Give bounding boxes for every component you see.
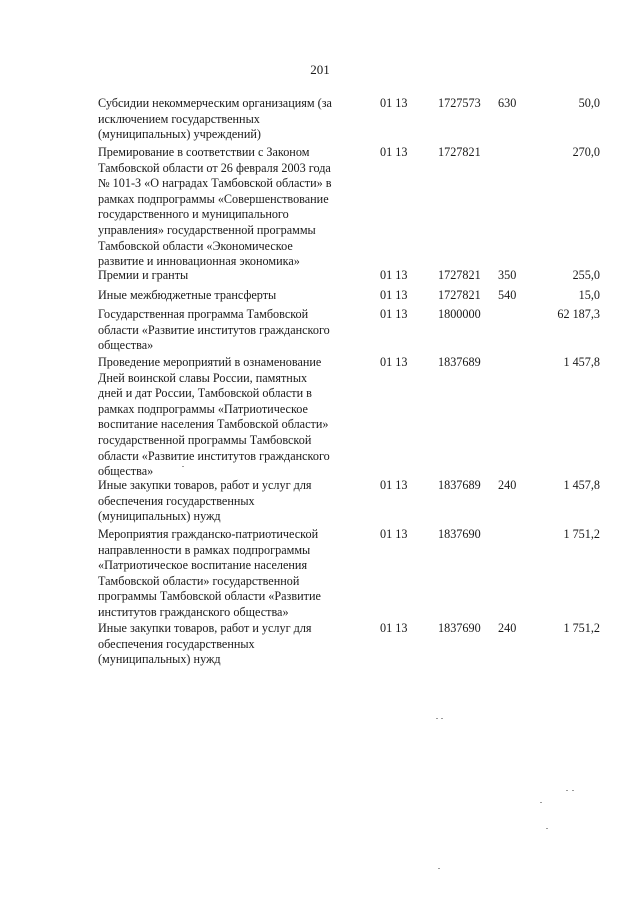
row-target-code: 1727821 (438, 268, 481, 282)
row-section-code: 01 13 (380, 355, 408, 369)
row-amount: 1 751,2 (563, 621, 600, 635)
row-amount: 62 187,3 (557, 307, 600, 321)
scan-speck (441, 718, 443, 719)
row-description: Иные межбюджетные трансферты (98, 288, 277, 302)
row-description: Субсидии некоммерческим организациям (за исключением государственных (муниципальных) учреждений) (98, 96, 332, 142)
row-expense-type: 240 (498, 478, 517, 492)
row-target-code: 1837690 (438, 527, 481, 541)
row-section-code: 01 13 (380, 621, 408, 635)
row-description: Иные закупки товаров, работ и услуг для обеспечения государственных (муниципальных) нужд (98, 621, 312, 667)
row-description: Проведение мероприятий в ознаменование Дней воинской славы России, памятных дней и дат России, Тамбовской области в рамках подпрограммы «Патриотическое воспитание населения Тамбовской области» государственной программы Тамбовской области «Развитие институтов гражданского общества» (98, 355, 330, 479)
row-section-code: 01 13 (380, 478, 408, 492)
row-section-code: 01 13 (380, 288, 408, 302)
row-target-code: 1837690 (438, 621, 481, 635)
row-amount: 50,0 (578, 96, 600, 110)
row-expense-type: 540 (498, 288, 517, 302)
row-description: Мероприятия гражданско-патриотической направленности в рамках подпрограммы «Патриотическое воспитание населения Тамбовской области» государственной программы Тамбовской области «Развитие институтов гражданского общества» (98, 527, 321, 619)
row-description: Премирование в соответствии с Законом Тамбовской области от 26 февраля 2003 года № 101-З «О наградах Тамбовской области» в рамках подпрограммы «Совершенствование государственного и муниципального управления» государственной программы Тамбовской области «Экономическое развитие и инновационная экономика» (98, 145, 332, 269)
row-expense-type: 630 (498, 96, 517, 110)
row-target-code: 1837689 (438, 478, 481, 492)
row-target-code: 1837689 (438, 355, 481, 369)
scan-speck (438, 868, 440, 869)
row-target-code: 1727573 (438, 96, 481, 110)
row-section-code: 01 13 (380, 527, 408, 541)
row-section-code: 01 13 (380, 307, 408, 321)
row-description: Государственная программа Тамбовской области «Развитие институтов гражданского общества» (98, 307, 330, 353)
row-expense-type: 350 (498, 268, 517, 282)
row-target-code: 1727821 (438, 145, 481, 159)
row-amount: 1 457,8 (563, 478, 600, 492)
scan-speck (572, 790, 574, 791)
row-target-code: 1800000 (438, 307, 481, 321)
row-amount: 270,0 (572, 145, 600, 159)
row-section-code: 01 13 (380, 268, 408, 282)
row-amount: 15,0 (578, 288, 600, 302)
scan-speck (182, 466, 184, 467)
scan-speck (540, 802, 542, 803)
page-number: 201 (310, 62, 330, 77)
scan-speck (546, 828, 548, 829)
row-amount: 1 751,2 (563, 527, 600, 541)
row-section-code: 01 13 (380, 96, 408, 110)
row-target-code: 1727821 (438, 288, 481, 302)
row-description: Иные закупки товаров, работ и услуг для обеспечения государственных (муниципальных) нужд (98, 478, 312, 524)
row-amount: 1 457,8 (563, 355, 600, 369)
row-amount: 255,0 (572, 268, 600, 282)
row-expense-type: 240 (498, 621, 517, 635)
scan-speck (566, 790, 568, 791)
scan-speck (436, 718, 438, 719)
row-section-code: 01 13 (380, 145, 408, 159)
row-description: Премии и гранты (98, 268, 189, 282)
